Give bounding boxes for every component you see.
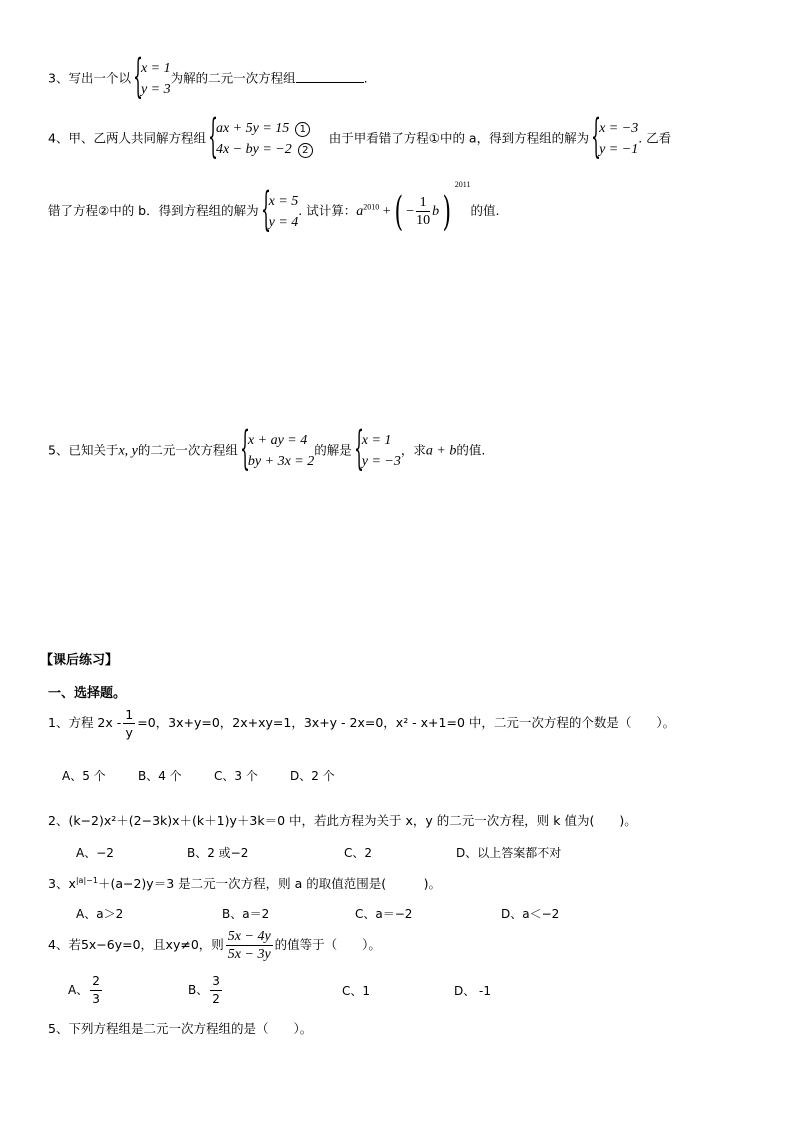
choice-1-options	[62, 767, 335, 784]
solution-system-2: { x = 5 y = 4	[260, 184, 299, 237]
equation-system: { ax + 5y = 15 1 4x − by = −2 2	[206, 118, 313, 160]
question-number: 3、	[48, 70, 69, 86]
option-a: A、−2	[76, 846, 114, 860]
circle-one-icon: 1	[295, 122, 310, 137]
choice-question-2: 2、(k−2)x²＋(2−3k)x＋(k＋1)y＋3k＝0 中，若此方程为关于 x，y 的二元一次方程，则 k 值为( )。	[48, 813, 637, 828]
choice-question-5: 5、下列方程组是二元一次方程组的是（ ）。	[48, 1021, 313, 1036]
option-c: C、a＝−2	[355, 907, 413, 921]
choice-4-options	[68, 973, 491, 1008]
option-d: D、以上答案都不对	[456, 846, 562, 860]
solution-system-1: { x = −3 y = −1	[591, 111, 639, 165]
option-d: D、 -1	[454, 984, 492, 998]
option-c: C、2	[344, 846, 373, 860]
equation-system: { x + ay = 4 by + 3x = 2	[240, 423, 315, 477]
option-c: C、3 个	[214, 769, 258, 783]
answer-blank	[296, 72, 364, 83]
solution-system: { x = 1 y = −3	[353, 423, 401, 477]
choice-question-4: 4、若5x−6y=0，且xy≠0，则 $\frac{5x - 4y}{5x - 3y}$ 的值等于（ ）。	[48, 929, 381, 962]
question-4-line-2: 错了方程②中的 b．得到方程组的解为 { x = 5 y = 4 . 试计算：$a^{2010}$ +( − $\frac{1}{10}$ b)$^{2011}$的值.	[48, 180, 500, 237]
choice-2-options	[76, 844, 561, 861]
choice-3-options	[76, 905, 559, 922]
choice-question-3: 3、$x^{|a|-1}+(a-2)y=3$ 是二元一次方程，则 a 的取值范围是( )。	[48, 876, 441, 891]
section-title: 【课后练习】	[40, 653, 119, 668]
question-4: 4、甲、乙两人共同解方程组 { ax + 5y = 15 1 4x − by = −2 2 由于甲看错了方程①中的 a，得到方程组的解为 { x = −3 y = −1 . 乙看	[48, 111, 672, 165]
option-a: A、a＞2	[76, 907, 124, 921]
option-d: D、a＜−2	[501, 907, 560, 921]
question-5: 5、已知关于x, y的二元一次方程组 { x + ay = 4 by + 3x = 2 的解是 { x = 1 y = −3 ，求a + b的值.	[48, 423, 486, 477]
option-b: B、2 或−2	[187, 846, 249, 860]
expression: $a^{2010}$ +( − $\frac{1}{10}$ b)$^{2011}$	[356, 180, 471, 235]
circle-two-icon: 2	[298, 143, 313, 158]
option-b: B、a＝2	[222, 907, 270, 921]
option-b: B、 $\frac{3}{2}$	[188, 974, 220, 1006]
option-a: A、5 个	[62, 769, 106, 783]
section-subtitle: 一、选择题。	[48, 686, 127, 701]
equation-system: { x = 1 y = 3	[133, 51, 171, 105]
option-a: A、 $\frac{2}{3}$	[68, 974, 100, 1006]
option-b: B、4 个	[138, 769, 182, 783]
option-d: D、2 个	[290, 769, 335, 783]
question-3: 3、写出一个以 { x = 1 y = 3 为解的二元一次方程组 .	[48, 51, 368, 105]
option-c: C、1	[342, 984, 371, 998]
choice-question-1: 1、方程 2x - $\frac{1}{y}$ =0，3x+y=0，2x+xy=1，3x+y - 2x=0，x² - x+1=0 中，二元一次方程的个数是（ ）。	[48, 707, 676, 740]
